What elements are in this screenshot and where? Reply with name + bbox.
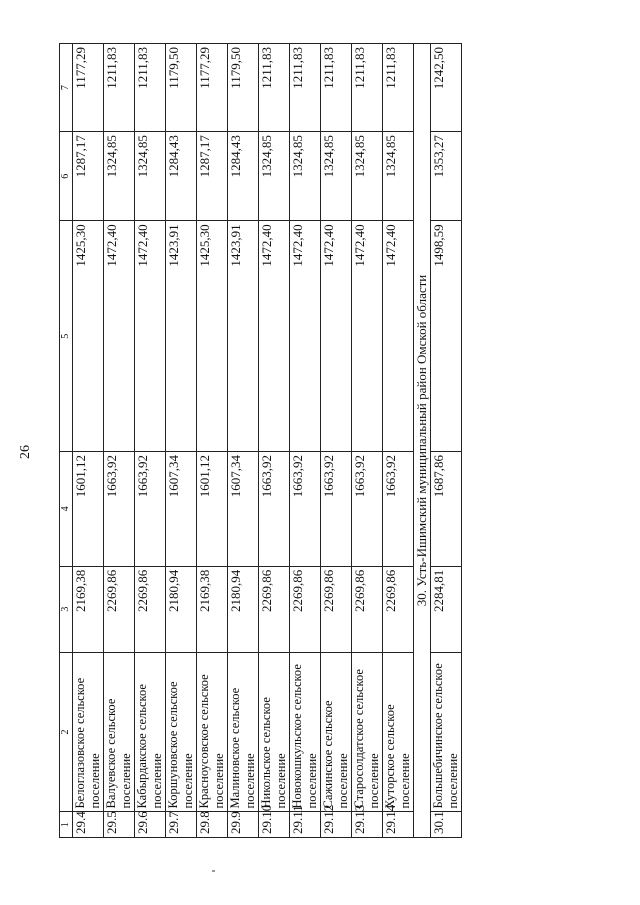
- value-col-3: 2269,86: [383, 566, 414, 652]
- section-row: [414, 44, 431, 838]
- table-row: [259, 44, 290, 838]
- value-col-3: 2269,86: [352, 566, 383, 652]
- value-col-7: 1179,50: [166, 44, 197, 132]
- value-col-3: 2180,94: [166, 566, 197, 652]
- value-col-6: 1287,17: [73, 132, 104, 221]
- value-col-3: 2269,86: [259, 566, 290, 652]
- table-row: [321, 44, 352, 838]
- table-row: [135, 44, 166, 838]
- value-col-5: 1472,40: [135, 221, 166, 452]
- header-cell: 5: [60, 221, 73, 452]
- row-number: 29.11: [290, 812, 321, 838]
- value-col-5: 1425,30: [73, 221, 104, 452]
- settlement-name: Малиновское сельское поселение: [228, 652, 259, 812]
- value-col-7: 1211,83: [259, 44, 290, 132]
- table-row: [166, 44, 197, 838]
- value-col-5: 1472,40: [290, 221, 321, 452]
- value-col-3: 2269,86: [135, 566, 166, 652]
- value-col-4: 1663,92: [352, 452, 383, 567]
- value-col-4: 1663,92: [321, 452, 352, 567]
- table-row: [73, 44, 104, 838]
- value-col-5: 1472,40: [321, 221, 352, 452]
- table-row: [197, 44, 228, 838]
- scan-dot: [212, 870, 215, 872]
- value-col-5: 1423,91: [166, 221, 197, 452]
- value-col-3: 2269,86: [104, 566, 135, 652]
- value-col-5: 1425,30: [197, 221, 228, 452]
- value-col-5: 1423,91: [228, 221, 259, 452]
- table-container: [59, 43, 531, 838]
- value-col-4: 1663,92: [259, 452, 290, 567]
- value-col-7: 1177,29: [197, 44, 228, 132]
- settlement-name: Никольское сельское поселение: [259, 652, 290, 812]
- header-cell: 7: [60, 44, 73, 132]
- settlement-name: Старосолдатское сельское поселение: [352, 652, 383, 812]
- table-row: [431, 44, 462, 838]
- table-row: [228, 44, 259, 838]
- value-col-4: 1663,92: [104, 452, 135, 567]
- value-col-4: 1607,34: [166, 452, 197, 567]
- value-col-4: 1607,34: [228, 452, 259, 567]
- value-col-6: 1324,85: [352, 132, 383, 221]
- tariff-table: [59, 43, 462, 838]
- value-col-5: 1472,40: [383, 221, 414, 452]
- rotated-page-area: [59, 43, 531, 838]
- value-col-6: 1287,17: [197, 132, 228, 221]
- value-col-6: 1324,85: [290, 132, 321, 221]
- value-col-7: 1211,83: [290, 44, 321, 132]
- table-row: [290, 44, 321, 838]
- header-cell: 2: [60, 652, 73, 812]
- row-number: 29.13: [352, 812, 383, 838]
- row-number: 29.9: [228, 812, 259, 838]
- value-col-6: 1353,27: [431, 132, 462, 221]
- row-number: 29.12: [321, 812, 352, 838]
- value-col-7: 1211,83: [352, 44, 383, 132]
- value-col-7: 1211,83: [383, 44, 414, 132]
- value-col-7: 1211,83: [104, 44, 135, 132]
- value-col-6: 1284,43: [228, 132, 259, 221]
- value-col-7: 1242,50: [431, 44, 462, 132]
- header-cell: 1: [60, 812, 73, 838]
- settlement-name: Белоглазовское сельское поселение: [73, 652, 104, 812]
- value-col-7: 1179,50: [228, 44, 259, 132]
- settlement-name: Валуевское сельское поселение: [104, 652, 135, 812]
- settlement-name: Новокошкульское сельское поселение: [290, 652, 321, 812]
- value-col-3: 2269,86: [321, 566, 352, 652]
- settlement-name: Хуторское сельское поселение: [383, 652, 414, 812]
- value-col-6: 1324,85: [135, 132, 166, 221]
- header-cell: 3: [60, 566, 73, 652]
- value-col-3: 2169,38: [197, 566, 228, 652]
- row-number: 29.4: [73, 812, 104, 838]
- value-col-3: 2269,86: [290, 566, 321, 652]
- value-col-3: 2284,81: [431, 566, 462, 652]
- value-col-6: 1324,85: [383, 132, 414, 221]
- row-number: 29.14: [383, 812, 414, 838]
- header-cell: 4: [60, 452, 73, 567]
- value-col-4: 1663,92: [135, 452, 166, 567]
- value-col-5: 1472,40: [104, 221, 135, 452]
- value-col-4: 1663,92: [290, 452, 321, 567]
- value-col-7: 1211,83: [321, 44, 352, 132]
- value-col-7: 1177,29: [73, 44, 104, 132]
- value-col-3: 2180,94: [228, 566, 259, 652]
- settlement-name: Коршуновское сельское поселение: [166, 652, 197, 812]
- row-number: 29.5: [104, 812, 135, 838]
- row-number: 29.6: [135, 812, 166, 838]
- value-col-6: 1324,85: [104, 132, 135, 221]
- settlement-name: Большебичинское сельское поселение: [431, 652, 462, 812]
- settlement-name: Кабырдакское сельское поселение: [135, 652, 166, 812]
- section-title: 30. Усть-Ишимский муниципальный район Омской области: [414, 44, 431, 838]
- value-col-4: 1687,86: [431, 452, 462, 567]
- value-col-4: 1663,92: [383, 452, 414, 567]
- value-col-3: 2169,38: [73, 566, 104, 652]
- table-body: [73, 44, 462, 838]
- value-col-5: 1498,59: [431, 221, 462, 452]
- value-col-6: 1324,85: [321, 132, 352, 221]
- value-col-4: 1601,12: [197, 452, 228, 567]
- value-col-6: 1284,43: [166, 132, 197, 221]
- header-cell: 6: [60, 132, 73, 221]
- value-col-5: 1472,40: [259, 221, 290, 452]
- value-col-4: 1601,12: [73, 452, 104, 567]
- value-col-5: 1472,40: [352, 221, 383, 452]
- settlement-name: Сажинское сельское поселение: [321, 652, 352, 812]
- table-row: [104, 44, 135, 838]
- header-row: [60, 44, 73, 838]
- page-number: 26: [18, 445, 33, 459]
- row-number: 29.10: [259, 812, 290, 838]
- row-number: 29.7: [166, 812, 197, 838]
- table-row: [383, 44, 414, 838]
- row-number: 30.1: [431, 812, 462, 838]
- value-col-6: 1324,85: [259, 132, 290, 221]
- table-row: [352, 44, 383, 838]
- value-col-7: 1211,83: [135, 44, 166, 132]
- settlement-name: Красноусовское сельское поселение: [197, 652, 228, 812]
- row-number: 29.8: [197, 812, 228, 838]
